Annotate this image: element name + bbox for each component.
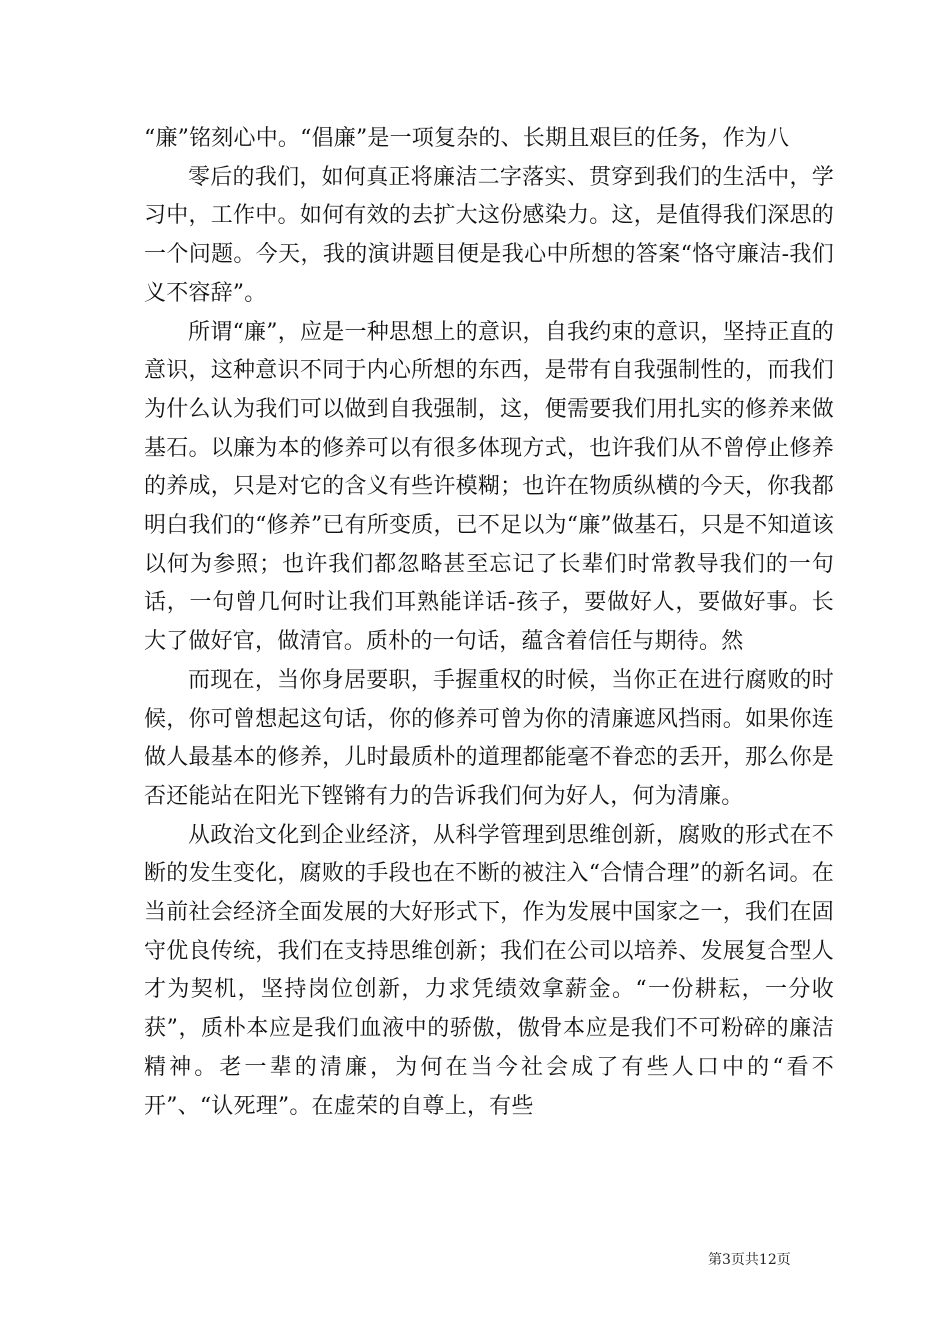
paragraph-2: 零后的我们，如何真正将廉洁二字落实、贯穿到我们的生活中，学习中，工作中。如何有效的去扩大这份感染力。这，是值得我们深思的一个问题。今天，我的演讲题目便是我心中所想的答案“恪守廉洁-我们义不容辞”。 xyxy=(144,164,834,306)
paragraph-3: 所谓“廉”，应是一种思想上的意识，自我约束的意识，坚持正直的意识，这种意识不同于内心所想的东西，是带有自我强制性的，而我们为什么认为我们可以做到自我强制，这，便需要我们用扎实的修养来做基石。以廉为本的修养可以有很多体现方式，也许我们从不曾停止修养的养成，只是对它的含义有些许模糊；也许在物质纵横的今天，你我都明白我们的“修养”已有所变质，已不足以为“廉”做基石，只是不知道该以何为参照；也许我们都忽略甚至忘记了长辈们时常教导我们的一句话，一句曾几何时让我们耳熟能详话-孩子，要做好人，要做好事。长大了做好官，做清官。质朴的一句话，蕴含着信任与期待。然 xyxy=(144,319,834,655)
paragraph-4: 而现在，当你身居要职，手握重权的时候，当你正在进行腐败的时候，你可曾想起这句话，你的修养可曾为你的清廉遮风挡雨。如果你连做人最基本的修养，儿时最质朴的道理都能毫不眷恋的丢开，那么你是否还能站在阳光下铿锵有力的告诉我们何为好人，何为清廉。 xyxy=(144,667,834,809)
paragraph-1: “廉”铭刻心中。“倡廉”是一项复杂的、长期且艰巨的任务，作为八 xyxy=(144,126,790,151)
page-number-footer: 第3页共12页 xyxy=(708,1252,791,1268)
paragraph-5: 从政治文化到企业经济，从科学管理到思维创新，腐败的形式在不断的发生变化，腐败的手段也在不断的被注入“合情合理”的新名词。在当前社会经济全面发展的大好形式下，作为发展中国家之一，我们在固守优良传统，我们在支持思维创新；我们在公司以培养、发展复合型人才为契机，坚持岗位创新，力求凭绩效拿薪金。“一份耕耘，一分收获”，质朴本应是我们血液中的骄傲，傲骨本应是我们不可粉碎的廉洁精神。老一辈的清廉，为何在当今社会成了有些人口中的“看不开”、“认死理”。在虚荣的自尊上，有些 xyxy=(144,822,834,1119)
document-body xyxy=(144,120,834,1126)
